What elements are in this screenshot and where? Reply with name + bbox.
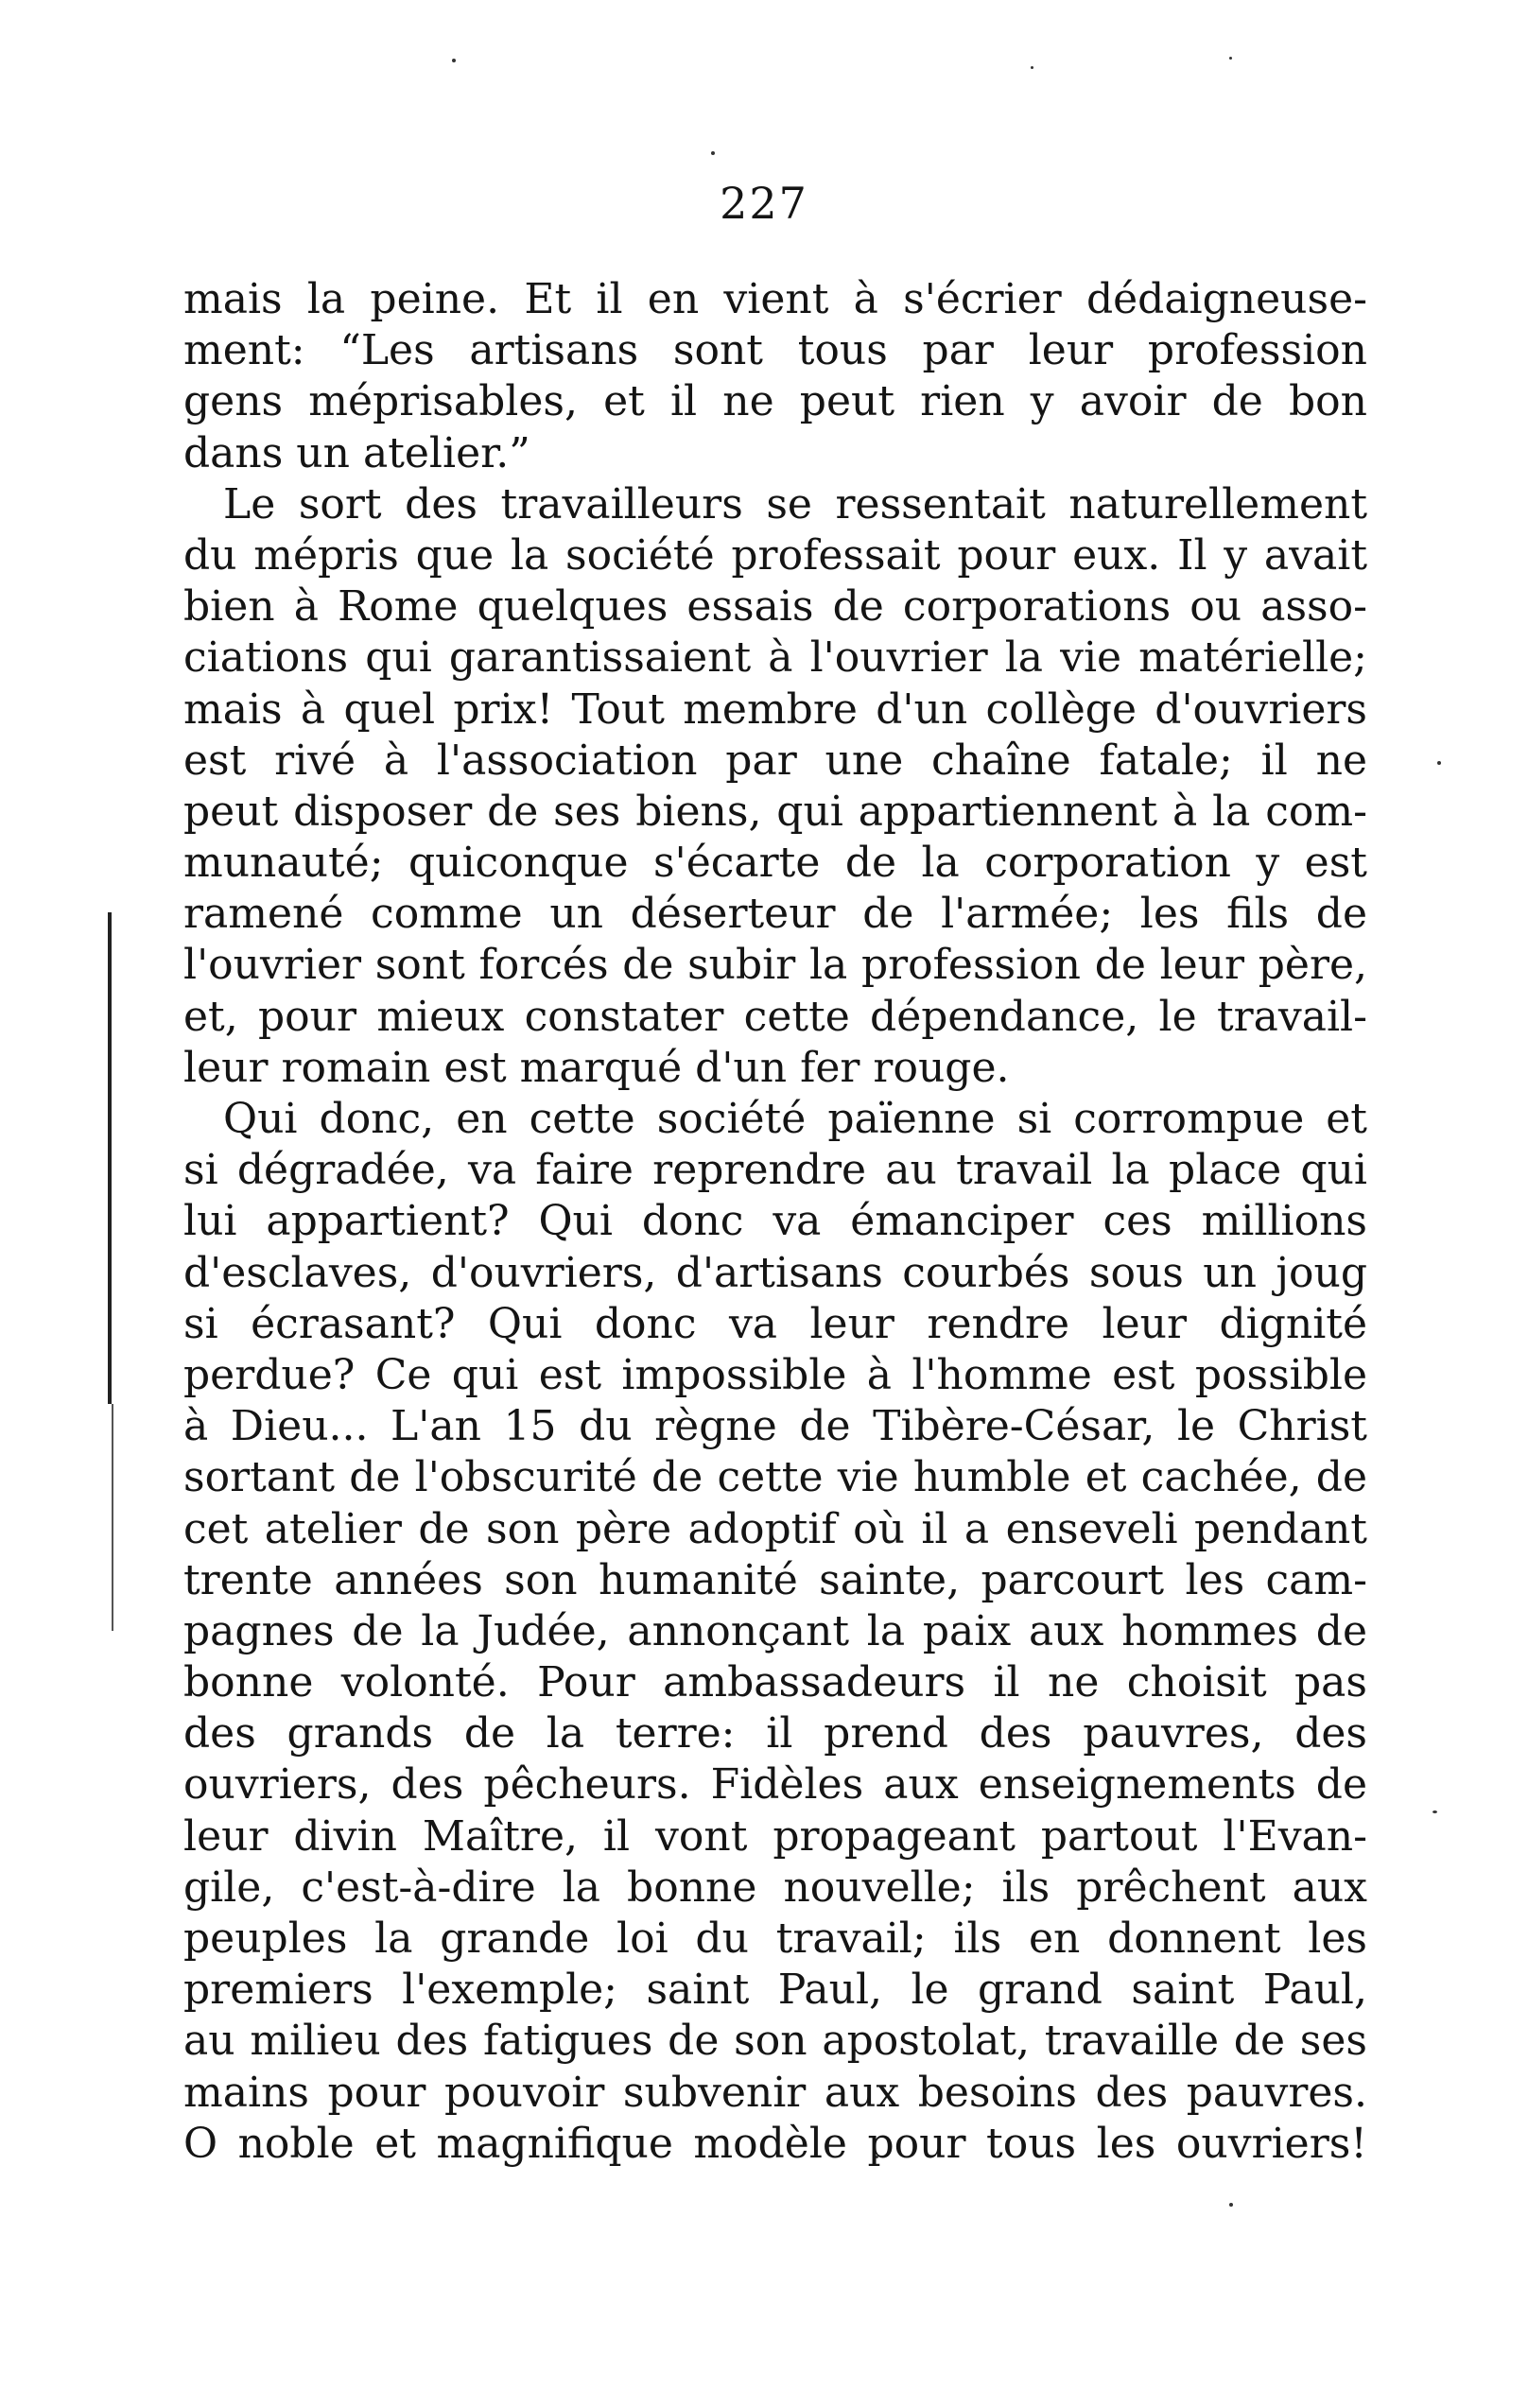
text-line: peuples la grande loi du travail; ils en donnent les: [183, 1914, 1367, 1963]
text-line: du mépris que la société professait pour eux. Il y avait: [183, 530, 1367, 580]
text-line: bonne volonté. Pour ambassadeurs il ne choisit pas: [183, 1658, 1367, 1707]
text-line: perdue? Ce qui est impossible à l'homme est possible: [183, 1350, 1367, 1399]
text-line: lui appartient? Qui donc va émanciper ces millions: [183, 1197, 1367, 1246]
text-line: mains pour pouvoir subvenir aux besoins des pauvres.: [183, 2068, 1367, 2117]
text-line: peut disposer de ses biens, qui appartiennent à la com-: [183, 787, 1367, 836]
text-line: est rivé à l'association par une chaîne fatale; il ne: [183, 736, 1367, 785]
print-speck: [1031, 66, 1033, 69]
text-line: ramené comme un déserteur de l'armée; les fils de: [183, 890, 1367, 939]
text-line: leur divin Maître, il vont propageant partout l'Evan-: [183, 1811, 1367, 1861]
text-line: ouvriers, des pêcheurs. Fidèles aux enseignements de: [183, 1760, 1367, 1810]
text-line: des grands de la terre: il prend des pauvres, des: [183, 1709, 1367, 1758]
text-line: trente années son humanité sainte, parcourt les cam-: [183, 1555, 1367, 1604]
print-speck: [1229, 2203, 1233, 2207]
print-speck: [1432, 1810, 1437, 1813]
text-line: ment: “Les artisans sont tous par leur profession: [183, 326, 1367, 375]
margin-mark-faint: [112, 1404, 113, 1631]
text-line: au milieu des fatigues de son apostolat, travaille de ses: [183, 2017, 1367, 2066]
text-line: O noble et magnifique modèle pour tous les ouvriers!: [183, 2119, 1367, 2168]
text-line: premiers l'exemple; saint Paul, le grand saint Paul,: [183, 1966, 1367, 2015]
print-speck: [452, 59, 456, 62]
text-line: l'ouvrier sont forcés de subir la profession de leur père,: [183, 941, 1367, 990]
text-line: et, pour mieux constater cette dépendance, le travail-: [183, 992, 1367, 1041]
text-line: dans un atelier.”: [183, 428, 530, 477]
margin-mark: [108, 912, 112, 1404]
text-line: ciations qui garantissaient à l'ouvrier la vie matérielle;: [183, 633, 1367, 683]
text-line: gile, c'est-à-dire la bonne nouvelle; ils prêchent aux: [183, 1862, 1367, 1912]
text-line: sortant de l'obscurité de cette vie humble et cachée, de: [183, 1453, 1367, 1502]
text-line: gens méprisables, et il ne peut rien y avoir de bon: [183, 377, 1367, 426]
text-line: Qui donc, en cette société païenne si corrompue et: [223, 1095, 1367, 1143]
text-line: bien à Rome quelques essais de corporations ou asso-: [183, 582, 1367, 632]
text-line: mais à quel prix! Tout membre d'un collège d'ouvriers: [183, 684, 1367, 734]
print-speck: [711, 151, 715, 155]
text-line: leur romain est marqué d'un fer rouge.: [183, 1043, 1010, 1092]
page-number: 227: [720, 178, 808, 229]
text-line: si dégradée, va faire reprendre au travail la place qui: [183, 1146, 1367, 1195]
print-speck: [1229, 57, 1232, 60]
body-text: [183, 274, 1367, 2170]
text-line: mais la peine. Et il en vient à s'écrier dédaigneuse-: [183, 275, 1367, 323]
text-line: munauté; quiconque s'écarte de la corporation y est: [183, 839, 1367, 888]
text-line: Le sort des travailleurs se ressentait naturellement: [223, 479, 1367, 528]
text-line: si écrasant? Qui donc va leur rendre leur dignité: [183, 1299, 1367, 1348]
text-line: à Dieu... L'an 15 du règne de Tibère-César, le Christ: [183, 1402, 1367, 1451]
text-line: d'esclaves, d'ouvriers, d'artisans courbés sous un joug: [183, 1248, 1367, 1297]
print-speck: [1437, 761, 1441, 765]
text-line: pagnes de la Judée, annonçant la paix aux hommes de: [183, 1606, 1367, 1655]
text-line: cet atelier de son père adoptif où il a enseveli pendant: [183, 1504, 1367, 1553]
